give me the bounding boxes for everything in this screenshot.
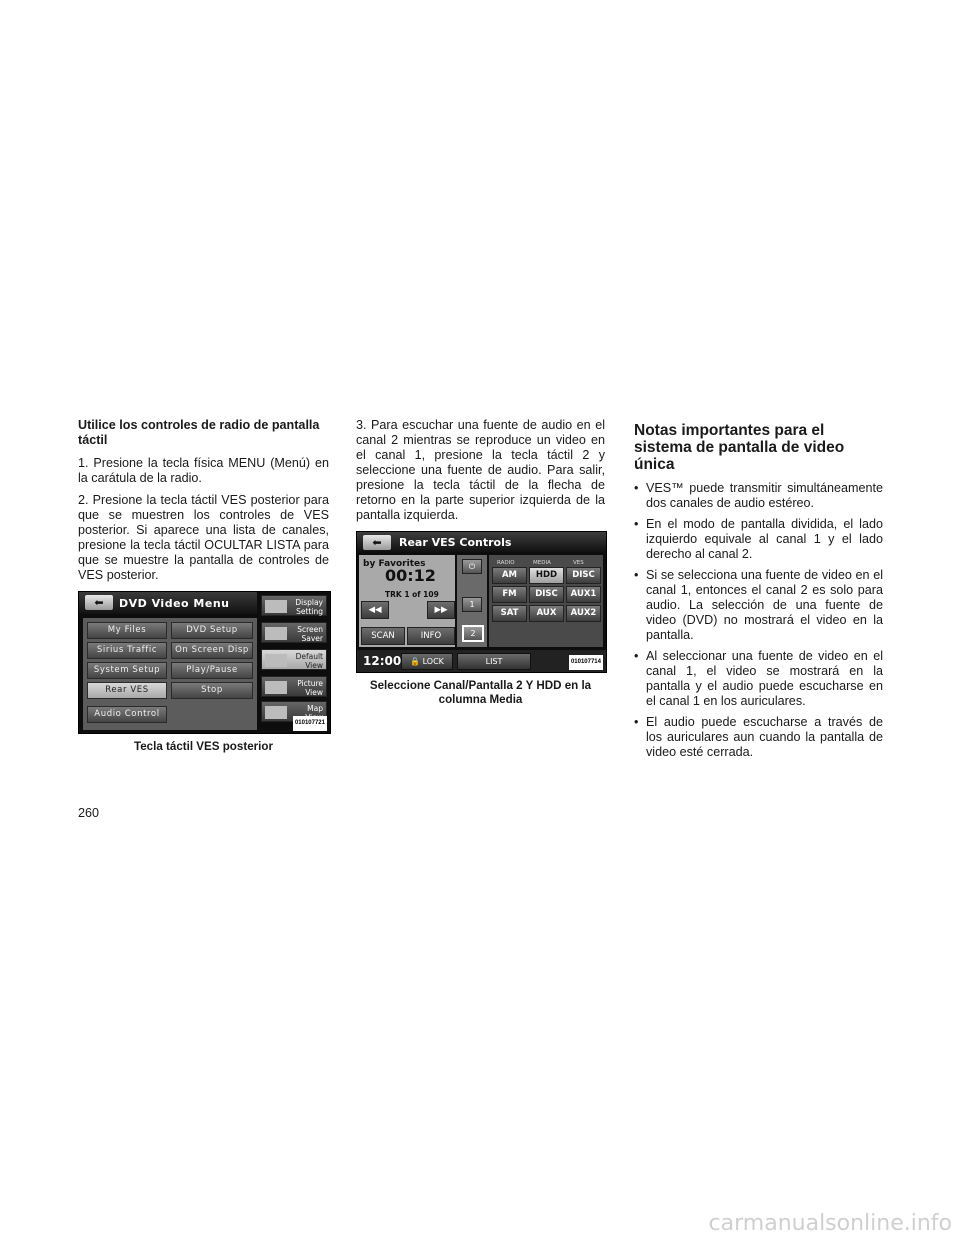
- clock: 12:00: [363, 654, 402, 668]
- step-2-paragraph: 2. Presione la tecla táctil VES posterior para que se muestren los controles de VES posterior. Si aparece una lista de canales, presione la tecla táctil OCULTAR LISTA para que se muestre la pantalla de controles de VES posterior.: [78, 493, 329, 582]
- now-playing-panel: [359, 555, 455, 647]
- list-item: • VES™ puede transmitir simultáneamente dos canales de audio estéreo.: [634, 481, 883, 510]
- default-view-button: Default View: [261, 649, 327, 670]
- list-button: LIST: [457, 653, 531, 670]
- info-button: INFO: [407, 627, 455, 645]
- power-icon: ⏻: [462, 559, 482, 574]
- radio-header: RADIO: [497, 560, 515, 566]
- media-disc-button: DISC: [529, 586, 564, 603]
- figure-caption: Tecla táctil VES posterior: [134, 740, 273, 753]
- scan-button: SCAN: [361, 627, 405, 645]
- track-time: 00:12: [385, 566, 436, 585]
- rear-ves-controls-screenshot: [356, 531, 607, 673]
- fm-button: FM: [492, 586, 527, 603]
- back-arrow-icon: ⬅: [363, 535, 391, 550]
- channel-panel: [457, 555, 487, 647]
- display-setting-icon: [265, 600, 287, 613]
- screen-title: DVD Video Menu: [119, 597, 230, 610]
- favorites-label: by Favorites: [363, 559, 426, 569]
- watermark: carmanualsonline.info: [708, 1211, 952, 1236]
- rewind-icon: ◀◀: [361, 601, 389, 619]
- aux1-button: AUX1: [566, 586, 601, 603]
- sat-button: SAT: [492, 605, 527, 622]
- picture-view-button: Picture View: [261, 676, 327, 697]
- step-1-paragraph: 1. Presione la tecla física MENU (Menú) en la carátula de la radio.: [78, 456, 329, 485]
- rear-ves-button: Rear VES: [87, 682, 167, 699]
- left-column: [78, 418, 329, 754]
- ves-disc-button: DISC: [566, 567, 601, 584]
- my-files-button: My Files: [87, 622, 167, 639]
- source-grid: [489, 555, 603, 647]
- track-number: TRK 1 of 109: [385, 590, 439, 599]
- ves-header: VES: [573, 560, 584, 566]
- screen-title-bar: [79, 592, 257, 614]
- list-item: • En el modo de pantalla dividida, el lado izquierdo equivale al canal 1 y el lado derecho al canal 2.: [634, 517, 883, 561]
- list-item: • El audio puede escucharse a través de los auriculares aun cuando la pantalla de video esté cerrada.: [634, 715, 883, 759]
- lock-icon: 🔒: [410, 657, 421, 666]
- default-view-icon: [265, 654, 287, 667]
- aux2-button: AUX2: [566, 605, 601, 622]
- display-setting-button: Display Setting: [261, 595, 327, 616]
- channel-2-button: 2: [462, 625, 484, 642]
- stop-button: Stop: [171, 682, 253, 699]
- screen-title-bar: [357, 532, 606, 552]
- audio-control-button: Audio Control: [87, 706, 167, 723]
- notes-list: [634, 481, 883, 760]
- picture-view-icon: [265, 681, 287, 694]
- map-view-button: Map: [261, 701, 327, 722]
- figure-code: 010107721: [293, 716, 327, 731]
- back-arrow-icon: ⬅: [85, 595, 113, 610]
- system-setup-button: System Setup: [87, 662, 167, 679]
- list-item: • Si se selecciona una fuente de video en el canal 1, entonces el canal 2 es solo para audio. La selección de una fuente de video (DVD) no mostrará el video en la pantalla.: [634, 568, 883, 642]
- am-button: AM: [492, 567, 527, 584]
- figure-code: 010107714: [569, 655, 603, 670]
- channel-1-button: 1: [462, 597, 482, 612]
- media-header: MEDIA: [533, 560, 551, 566]
- middle-column: [356, 418, 605, 707]
- figure-caption: Seleccione Canal/Pantalla 2 Y HDD en la columna Media: [369, 679, 592, 706]
- sirius-traffic-button: Sirius Traffic: [87, 642, 167, 659]
- step-3-paragraph: 3. Para escuchar una fuente de audio en el canal 2 mientras se reproduce un video en el canal 1, presione la tecla táctil 2 y seleccione una fuente de audio. Para salir, presione la tecla táctil de la flecha de retorno en la parte superior izquierda de la pantalla izquierda.: [356, 418, 605, 522]
- section-title: Notas importantes para el sistema de pantalla de video única: [634, 422, 845, 473]
- hdd-button: HDD: [529, 567, 564, 584]
- section-subheading: Utilice los controles de radio de pantalla táctil: [78, 418, 320, 447]
- dvd-video-menu-screenshot: [78, 591, 331, 734]
- screen-saver-button: Screen Saver: [261, 622, 327, 643]
- list-item: • Al seleccionar una fuente de video en el canal 1, el video se mostrará en la pantalla y el audio puede escucharse en el canal 1 en los auriculares.: [634, 649, 883, 708]
- aux-button: AUX: [529, 605, 564, 622]
- screen-saver-icon: [265, 627, 287, 640]
- on-screen-disp-button: On Screen Disp: [171, 642, 253, 659]
- right-column: [634, 418, 883, 766]
- map-view-icon: [265, 706, 287, 719]
- page-number: 260: [78, 806, 100, 820]
- play-pause-button: Play/Pause: [171, 662, 253, 679]
- fast-forward-icon: ▶▶: [427, 601, 455, 619]
- dvd-setup-button: DVD Setup: [171, 622, 253, 639]
- menu-button-grid: [83, 618, 257, 730]
- lock-button: 🔒 LOCK: [401, 653, 453, 670]
- screen-title: Rear VES Controls: [399, 536, 512, 549]
